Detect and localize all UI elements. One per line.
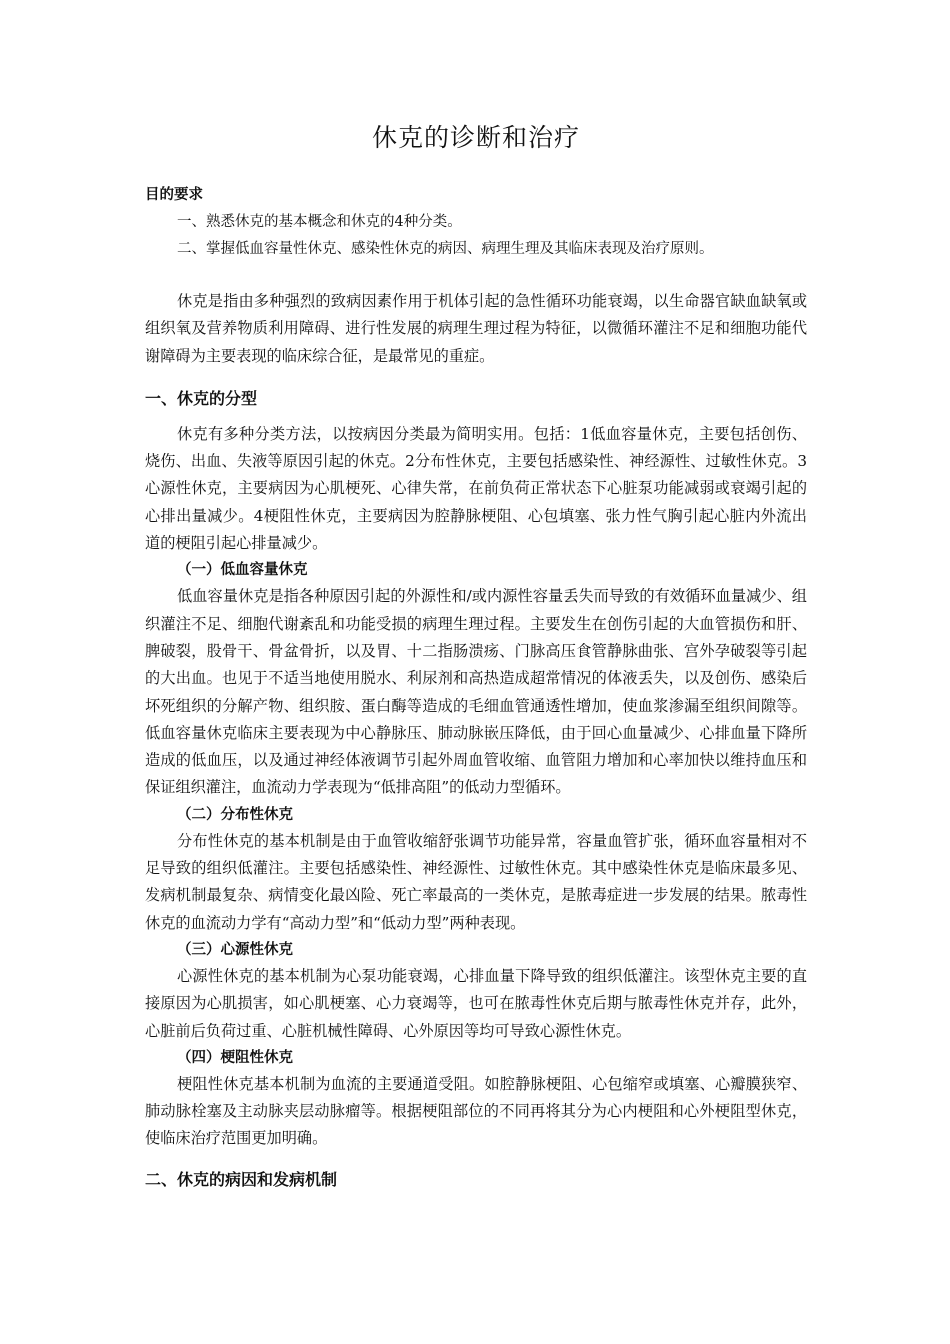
document-body	[145, 288, 807, 1192]
cardiogenic-paragraph: 心源性休克的基本机制为心泵功能衰竭，心排血量下降导致的组织低灌注。该型休克主要的直接原因为心肌损害，如心肌梗塞、心力衰竭等，也可在脓毒性休克后期与脓毒性休克并存，此外，心脏前后负荷过重、心脏机械性障碍、心外原因等均可导致心源性休克。	[145, 966, 807, 1040]
obstructive-paragraph: 梗阻性休克基本机制为血流的主要通道受阻。如腔静脉梗阻、心包缩窄或填塞、心瓣膜狭窄、肺动脉栓塞及主动脉夹层动脉瘤等。根据梗阻部位的不同再将其分为心内梗阻和心外梗阻型休克，使临床治疗范围更加明确。	[145, 1074, 807, 1148]
hypovolemic-paragraph: 低血容量休克是指各种原因引起的外源性和/或内源性容量丢失而导致的有效循环血量减少、组织灌注不足、细胞代谢紊乱和功能受损的病理生理过程。主要发生在创伤引起的大血管损伤和肝、脾破裂，股骨干、骨盆骨折，以及胃、十二指肠溃疡、门脉高压食管静脉曲张、宫外孕破裂等引起的大出血。也见于不适当地使用脱水、利尿剂和高热造成超常情况的体液丢失，以及创伤、感染后坏死组织的分解产物、组织胺、蛋白酶等造成的毛细血管通透性增加，使血浆渗漏至组织间隙等。低血容量休克临床主要表现为中心静脉压、肺动脉嵌压降低，由于回心血量减少、心排血量下降所造成的低血压，以及通过神经体液调节引起外周血管收缩、血管阻力增加和心率加快以维持血压和保证组织灌注，血流动力学表现为“低排高阻”的低动力型循环。	[145, 587, 807, 797]
section-heading-classification: 一、休克的分型	[145, 388, 258, 408]
objectives-heading: 目的要求	[145, 187, 203, 203]
document-title: 休克的诊断和治疗	[371, 123, 580, 152]
distributive-paragraph: 分布性休克的基本机制是由于血管收缩舒张调节功能异常，容量血管扩张，循环血容量相对不足导致的组织低灌注。主要包括感染性、神经源性、过敏性休克。其中感染性休克是临床最多见、发病机制最复杂、病情变化最凶险、死亡率最高的一类休克，是脓毒症进一步发展的结果。脓毒性休克的血流动力学有“高动力型”和“低动力型”两种表现。	[145, 831, 807, 932]
subsection-heading-hypovolemic: （一）低血容量休克	[177, 562, 308, 579]
subsection-heading-distributive: （二）分布性休克	[177, 806, 293, 823]
objectives-block	[145, 184, 807, 263]
intro-paragraph: 休克是指由多种强烈的致病因素作用于机体引起的急性循环功能衰竭，以生命器官缺血缺氧或组织氧及营养物质利用障碍、进行性发展的病理生理过程为特征，以微循环灌注不足和细胞功能代谢障碍为主要表现的临床综合征，是最常见的重症。	[145, 292, 807, 365]
subsection-heading-cardiogenic: （三）心源性休克	[177, 941, 293, 958]
objective-item: 二、掌握低血容量性休克、感染性休克的病因、病理生理及其临床表现及治疗原则。	[177, 241, 714, 257]
objective-item: 一、熟悉休克的基本概念和休克的4种分类。	[177, 214, 462, 230]
section-heading-etiology: 二、休克的病因和发病机制	[145, 1169, 338, 1189]
subsection-heading-obstructive: （四）梗阻性休克	[177, 1049, 293, 1066]
classification-intro-paragraph: 休克有多种分类方法，以按病因分类最为简明实用。包括：1低血容量休克，主要包括创伤、烧伤、出血、失液等原因引起的休克。2分布性休克，主要包括感染性、神经源性、过敏性休克。3心源性休克，主要病因为心肌梗死、心律失常，在前负荷正常状态下心脏泵功能减弱或衰竭引起的心排出量减少。4梗阻性休克，主要病因为腔静脉梗阻、心包填塞、张力性气胸引起心脏内外流出道的梗阻引起心排量减少。	[145, 424, 807, 553]
